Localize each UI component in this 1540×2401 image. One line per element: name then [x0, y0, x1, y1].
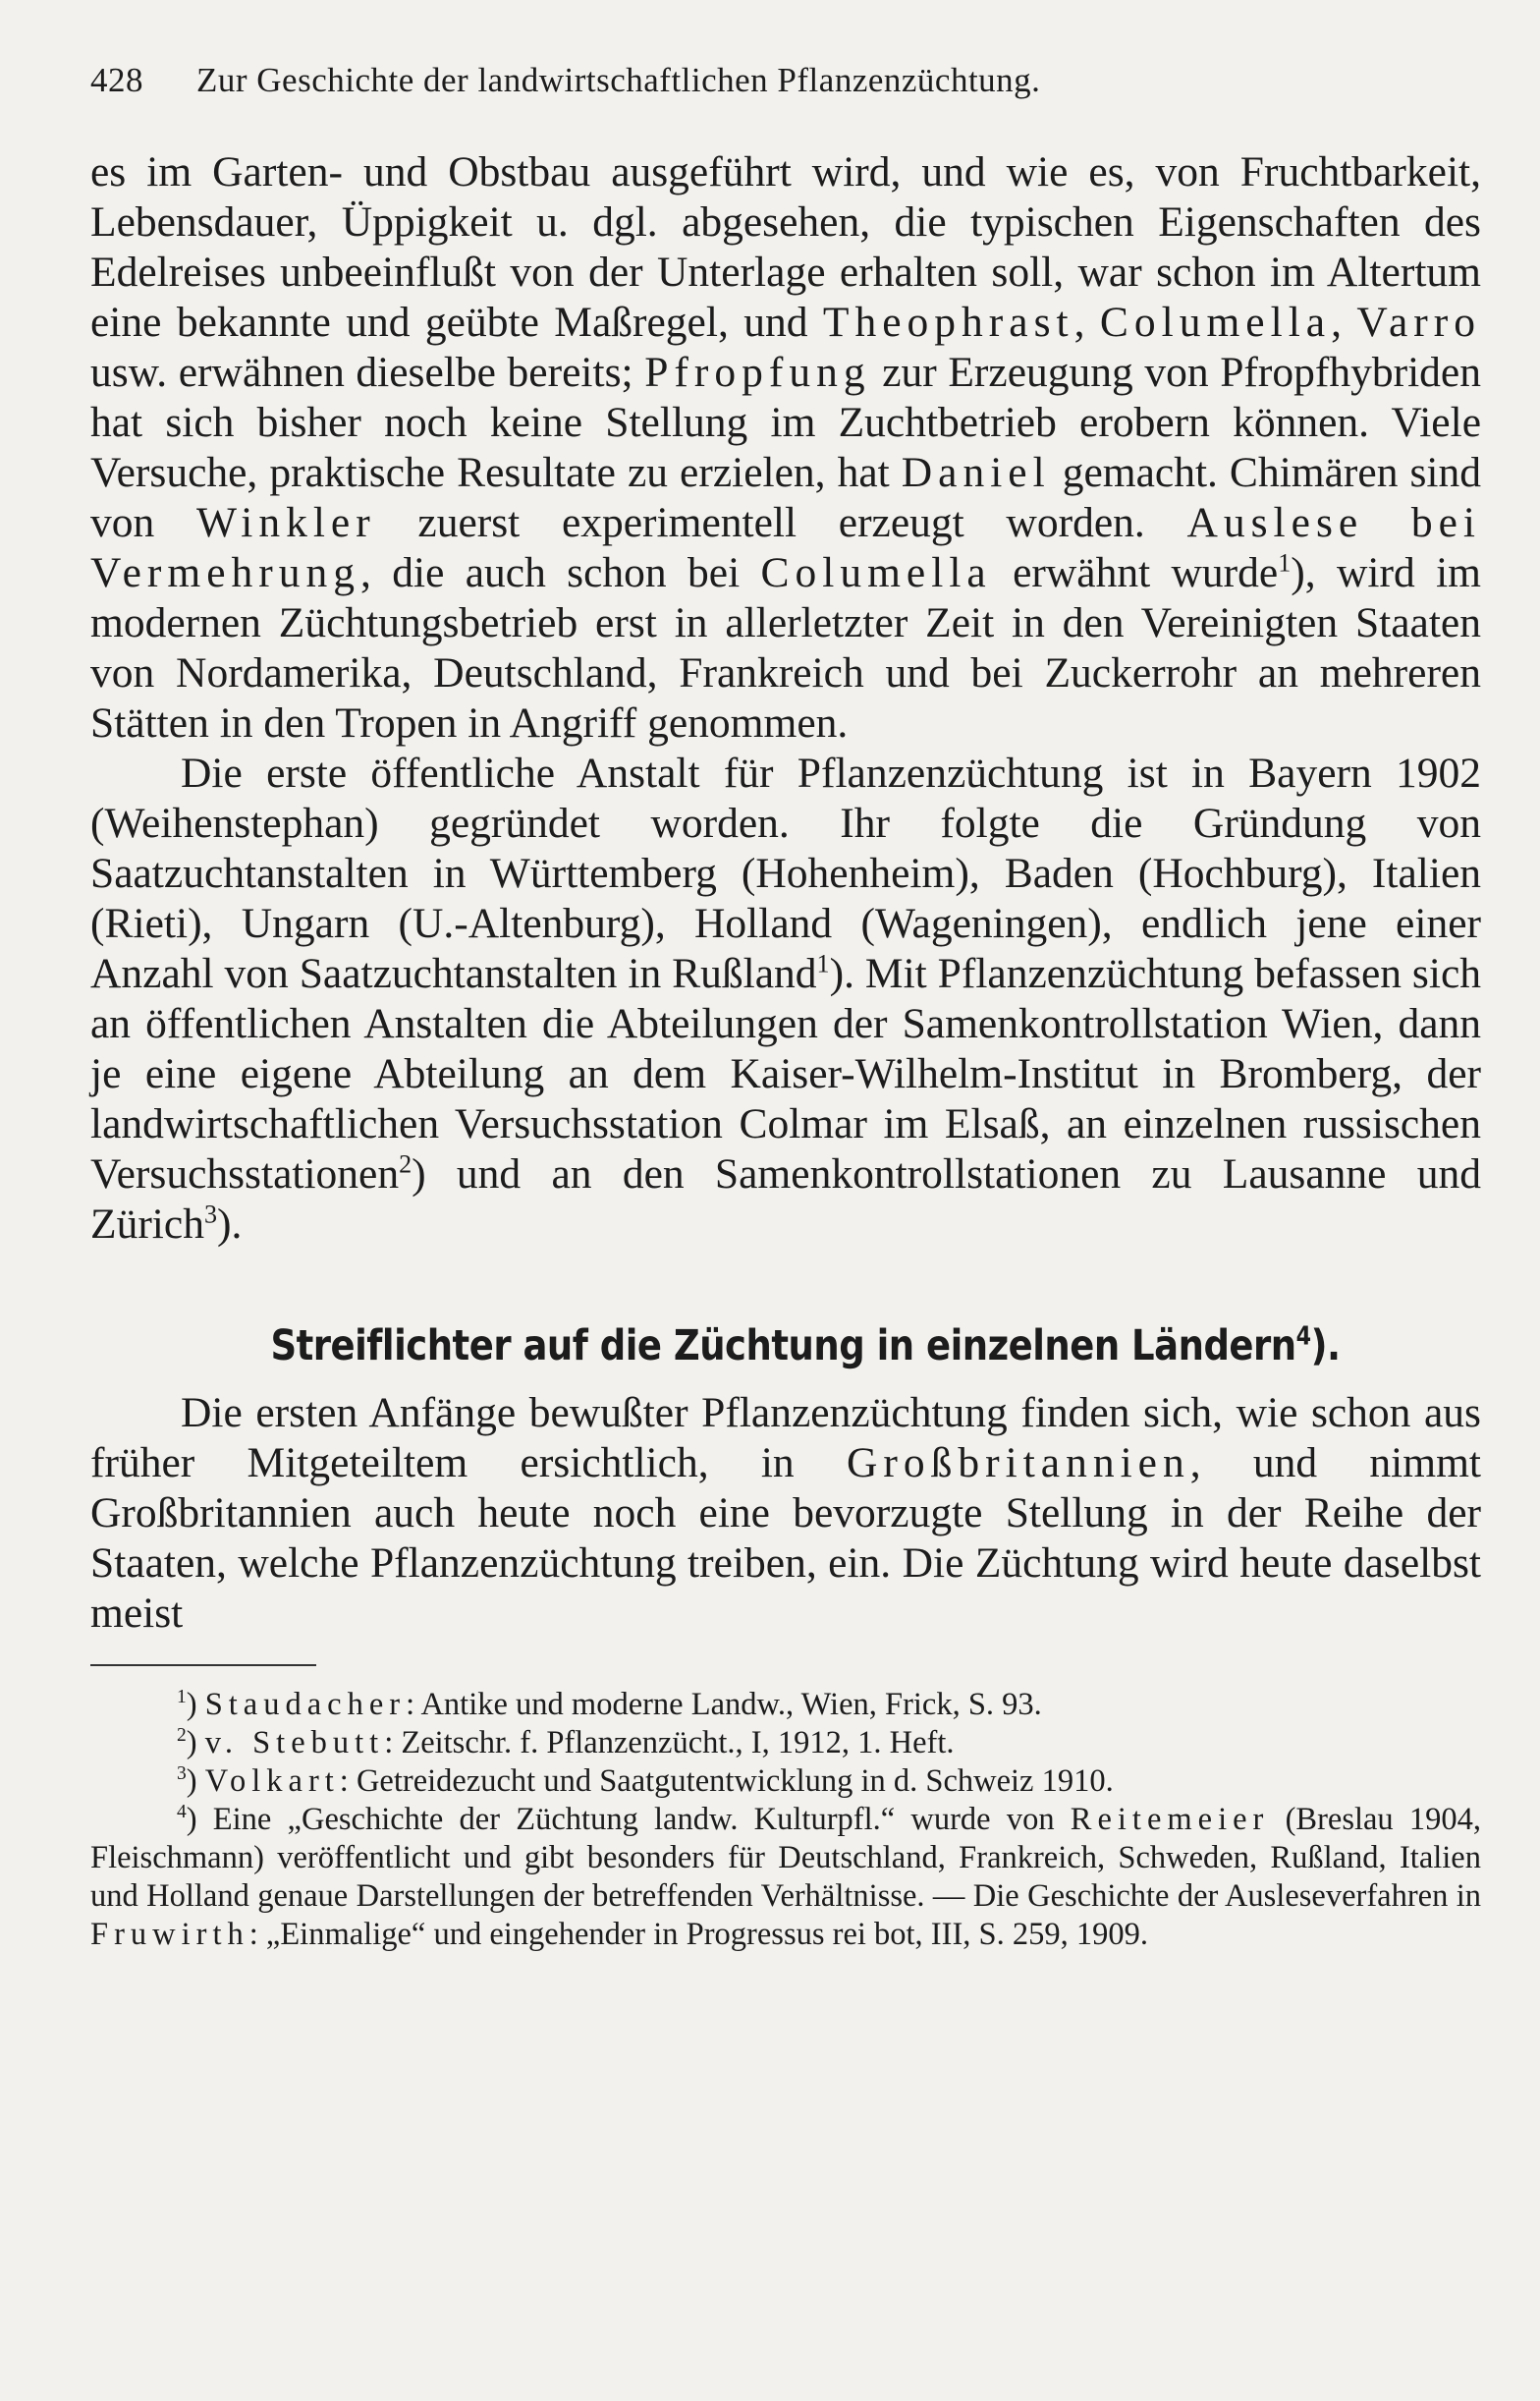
- paragraph-3: [90, 1388, 1481, 1639]
- footnote-1: $^1$) Staudacher: Antike und moderne Landw., Wien, Frick, S. 93.: [177, 1687, 1042, 1722]
- footnotes: [90, 1686, 1481, 1954]
- footnote-text: (Breslau 1904, Fleischmann) veröffentlicht und gibt besonders für Deutschland, Frankreich, Schweden, Rußland, Italien und Holland genaue Darstellungen der betreffenden Verhältnisse. — Die Geschichte der Ausleseverfahren in: [90, 1802, 1481, 1914]
- running-head: [90, 61, 1481, 120]
- term-pfropfung: Pfropfung: [644, 349, 871, 396]
- text-run: Die ersten Anfänge bewußter Pflanzenzüchtung finden sich, wie schon aus früher Mitgeteiltem ersichtlich, in: [90, 1389, 1481, 1486]
- footnote-ref: 1: [816, 949, 830, 978]
- text-run: ).: [217, 1200, 243, 1248]
- text-run: , und nimmt Großbritannien auch heute noch eine bevorzugte Stellung in der Reihe der Staaten, welche Pflanzenzüchtung treiben, ein. Die Züchtung wird heute daselbst meist: [90, 1439, 1482, 1637]
- paragraph-1: [90, 147, 1481, 749]
- running-title: Zur Geschichte der landwirtschaftlichen Pflanzenzüchtung.: [196, 61, 1041, 99]
- page-number: 428: [90, 61, 143, 99]
- term-auslese: Auslese bei Vermehrung: [90, 499, 1481, 596]
- footnote-4: $^4$) Eine „Geschichte der Züchtung landw. Kulturpfl.“ wurde von Reitemeier (Breslau 1904, Fleischmann) veröffentlicht und gibt besonders für Deutschland, Frankreich, Schweden, Rußland, Italien und Holland genaue Darstellungen der betreffenden Verhältnisse. — Die Geschichte der Ausleseverfahren in Fruwirth: „Einmalige“ und eingehender in Progressus rei bot, III, S. 259, 1909.: [90, 1802, 1481, 1952]
- text-run: ,: [1331, 299, 1357, 346]
- footnote-text: Eine „Geschichte der Züchtung landw. Kulturpfl.“ wurde von: [196, 1802, 1071, 1837]
- footnote-mark: 1: [177, 1687, 187, 1708]
- text-run: , die auch schon bei: [360, 549, 761, 596]
- text-run: zur Erzeugung von Pfropfhybriden hat sich bisher noch keine Stellung im Zuchtbetrieb erobern können. Viele Versuche, praktische Resultate zu erzielen, hat: [90, 349, 1481, 496]
- name-varro: Varro: [1356, 299, 1481, 346]
- name-theophrast: Theophrast: [822, 299, 1074, 346]
- footnote-text: : Getreidezucht und Saatgutentwicklung in d. Schweiz 1910.: [339, 1763, 1114, 1799]
- section-title: Streiflichter auf die Züchtung in einzelnen Ländern: [270, 1320, 1296, 1370]
- term-grossbritannien: Großbritannien: [846, 1439, 1190, 1486]
- text-run: ). Mit Pflanzenzüchtung befassen sich an öffentlichen Anstalten die Abteilungen der Samenkontrollstation Wien, dann je eine eigene Abteilung an dem Kaiser-Wilhelm-Institut in Bromberg, der landwirtschaftlichen Versuchsstation Colmar im Elsaß, an einzelnen russischen Versuchsstationen: [90, 950, 1482, 1198]
- text-run: ), wird im modernen Züchtungsbetrieb erst in allerletzter Zeit in den Vereinigten Staaten von Nordamerika, Deutschland, Frankreich und bei Zuckerrohr an mehreren Stätten in den Tropen in Angriff genommen.: [90, 549, 1481, 747]
- name-daniel: Daniel: [901, 449, 1051, 496]
- paragraph-2: [90, 749, 1481, 1250]
- name-winkler: Winkler: [195, 499, 376, 546]
- footnote-author: v. Stebutt: [204, 1725, 385, 1760]
- footnote-divider: [90, 1664, 316, 1666]
- text-run: ).: [1310, 1320, 1341, 1370]
- footnote-mark: 3: [177, 1763, 187, 1785]
- footnote-3: $^3$) Volkart: Getreidezucht und Saatgutentwicklung in d. Schweiz 1910.: [177, 1763, 1114, 1799]
- footnote-ref: 2: [399, 1149, 412, 1179]
- text-run: usw. erwähnen dieselbe bereits;: [90, 349, 645, 396]
- section-heading: [130, 1316, 1481, 1374]
- text-run: zuerst experimentell erzeugt worden.: [375, 499, 1187, 546]
- footnote-2: $^2$) v. Stebutt: Zeitschr. f. Pflanzenzücht., I, 1912, 1. Heft.: [177, 1725, 955, 1760]
- footnote-author: Fruwirth: [90, 1917, 249, 1952]
- text-run: Die erste öffentliche Anstalt für Pflanzenzüchtung ist in Bayern 1902 (Weihenstephan) gegründet worden. Ihr folgte die Gründung von Saatzuchtanstalten in Württemberg (Hohenheim), Baden (Hochburg), Italien (Rieti), Ungarn (U.-Altenburg), Holland (Wageningen), endlich jene einer Anzahl von Saatzuchtanstalten in Rußland: [90, 750, 1481, 997]
- text-run: gemacht. Chimären sind von: [90, 449, 1481, 546]
- text-run: ) und an den Samenkontrollstationen zu Lausanne und Zürich: [90, 1150, 1481, 1248]
- footnote-text: : Antike und moderne Landw., Wien, Frick, S. 93.: [406, 1687, 1042, 1722]
- text-run: es im Garten- und Obstbau ausgeführt wird, und wie es, von Fruchtbarkeit, Lebensdauer, Üppigkeit u. dgl. abgesehen, die typischen Eigenschaften des Edelreises unbeeinflußt von der Unterlage erhalten soll, war schon im Altertum eine bekannte und geübte Maßregel, und: [90, 148, 1481, 346]
- footnote-ref: 4: [1295, 1321, 1311, 1352]
- main-text: [90, 147, 1481, 1639]
- footnote-author: Staudacher: [204, 1687, 407, 1722]
- footnote-text: : „Einmalige“ und eingehender in Progressus rei bot, III, S. 259, 1909.: [248, 1917, 1148, 1952]
- footnote-author: Volkart: [204, 1763, 340, 1799]
- name-columella: Columella: [760, 549, 992, 596]
- footnote-mark: 2: [177, 1725, 187, 1747]
- text-run: ,: [1073, 299, 1100, 346]
- name-columella: Columella: [1099, 299, 1332, 346]
- footnote-ref: 3: [203, 1200, 217, 1229]
- footnote-text: : Zeitschr. f. Pflanzenzücht., I, 1912, 1. Heft.: [384, 1725, 955, 1760]
- footnote-mark: 4: [177, 1802, 187, 1823]
- footnote-author: Reitemeier: [1070, 1802, 1270, 1837]
- text-run: erwähnt wurde: [991, 549, 1279, 596]
- footnote-ref: 1: [1278, 548, 1292, 578]
